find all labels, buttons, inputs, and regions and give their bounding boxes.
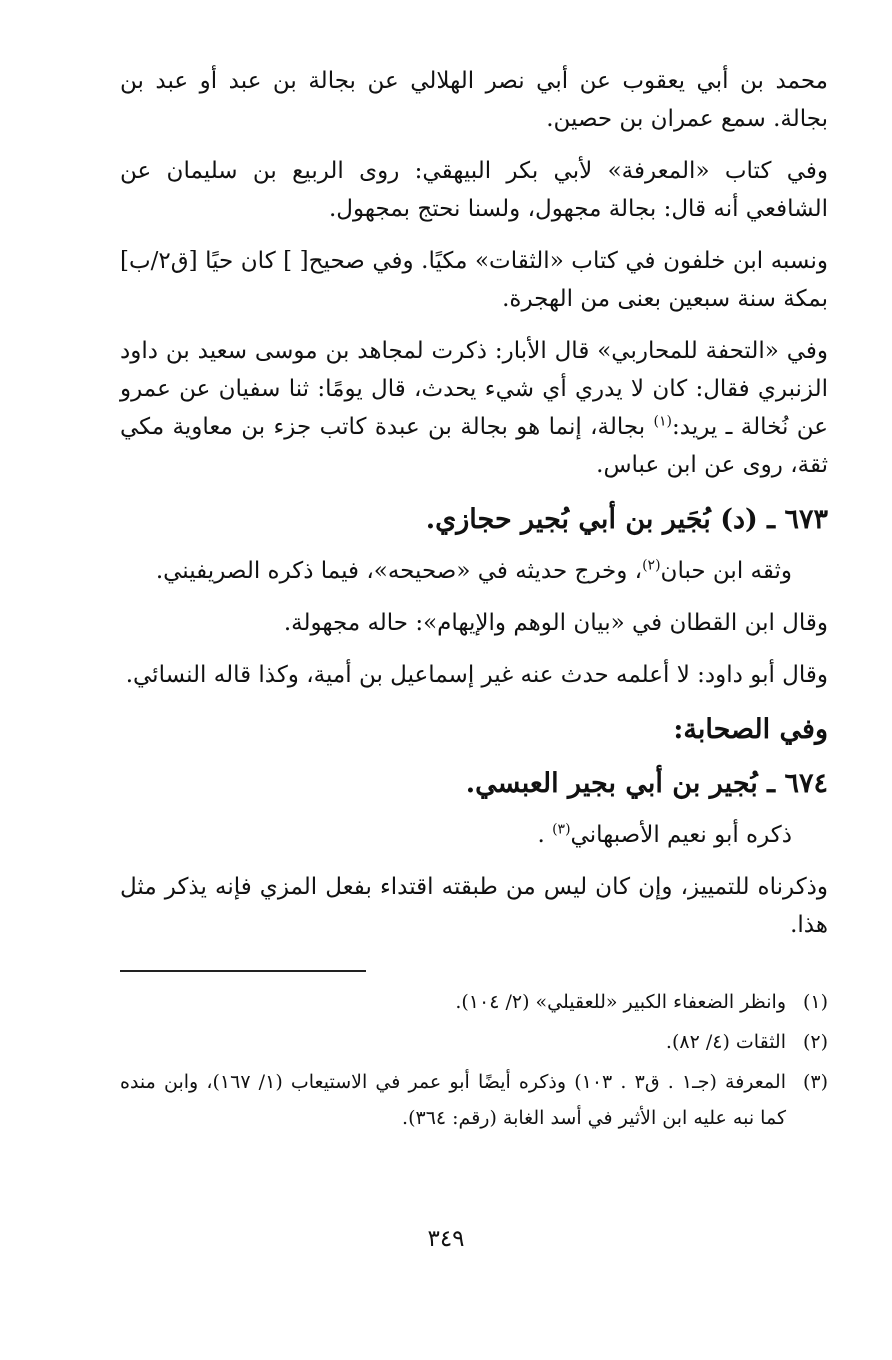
book-page	[120, 62, 828, 1140]
paragraph-text: بجالة، إنما هو بجالة بن عبدة كاتب جزء بن معاوية مكي ثقة، روى عن ابن عباس.	[120, 414, 828, 478]
footnote-text: المعرفة (جـ١ . ق٣ . ١٠٣) وذكره أيضًا أبو عمر في الاستيعاب (١/ ١٦٧)، وابن منده كما نبه عليه ابن الأثير في أسد الغابة (رقم: ٣٦٤).	[120, 1071, 786, 1129]
entry-674-tamyiz-note: وذكرناه للتمييز، وإن كان ليس من طبقته اقتداء بفعل المزي فإنه يذكر مثل هذا.	[120, 874, 828, 938]
paragraph-text: .	[537, 822, 553, 848]
entry-674-heading: ٦٧٤ ـ بُجير بن أبي بجير العبسي.	[465, 768, 828, 799]
footnote-number: (٢)	[802, 1031, 828, 1053]
paragraph-tuhfa-muharibi	[120, 332, 828, 484]
footnote-text: الثقات (٤/ ٨٢).	[665, 1031, 786, 1053]
footnote-mark-2: (٢)	[642, 557, 661, 574]
entry-673-ibn-qattan: وقال ابن القطان في «بيان الوهم والإيهام»: حاله مجهولة.	[283, 610, 828, 636]
footnote-divider	[120, 970, 366, 972]
page-number: ٣٤٩	[427, 1226, 465, 1252]
paragraph-bayhaqi-marifa: وفي كتاب «المعرفة» لأبي بكر البيهقي: روى الربيع بن سليمان عن الشافعي أنه قال: بجالة مجهول، ولسنا نحتج بمجهول.	[120, 158, 828, 222]
paragraph-text: ذكره أبو نعيم الأصبهاني	[570, 822, 792, 848]
entry-673-ibn-hibban	[120, 552, 828, 590]
footnote-text: وانظر الضعفاء الكبير «للعقيلي» (٢/ ١٠٤).	[455, 991, 786, 1013]
paragraph-ibn-khalfun: ونسبه ابن خلفون في كتاب «الثقات» مكيًا. وفي صحيح[ ] كان حيًا [ق٢/ب] بمكة سنة سبعين بعنى من الهجرة.	[120, 248, 828, 312]
footnote-mark-3: (٣)	[552, 821, 571, 838]
paragraph-text: ، وخرج حديثه في «صحيحه»، فيما ذكره الصريفيني.	[155, 558, 643, 584]
footnote-2	[120, 1024, 828, 1060]
footnote-mark-1: (١)	[653, 413, 672, 430]
entry-673-heading: ٦٧٣ ـ (د) بُجَير بن أبي بُجير حجازي.	[425, 504, 828, 535]
footnote-1	[120, 984, 828, 1020]
paragraph-text: وفي «التحفة للمحاربي» قال الأبار: ذكرت لمجاهد بن موسى سعيد بن داود الزنبري فقال: كان لا يدري أي شيء يحدث، قال يومًا: ثنا سفيان عن عمرو عن نُخالة ـ يريد:	[120, 338, 828, 440]
footnote-number: (٣)	[802, 1071, 828, 1093]
section-heading-sahaba: وفي الصحابة:	[673, 714, 828, 745]
entry-673-abu-dawud: وقال أبو داود: لا أعلمه حدث عنه غير إسماعيل بن أمية، وكذا قاله النسائي.	[125, 662, 828, 688]
paragraph-bijala-lineage: محمد بن أبي يعقوب عن أبي نصر الهلالي عن بجالة بن عبد أو عبد بن بجالة. سمع عمران بن حصين.	[120, 68, 828, 132]
entry-674-abu-nuaym	[120, 816, 828, 854]
footnote-3	[120, 1064, 828, 1136]
footnote-number: (١)	[802, 991, 828, 1013]
paragraph-text: وثقه ابن حبان	[660, 558, 792, 584]
